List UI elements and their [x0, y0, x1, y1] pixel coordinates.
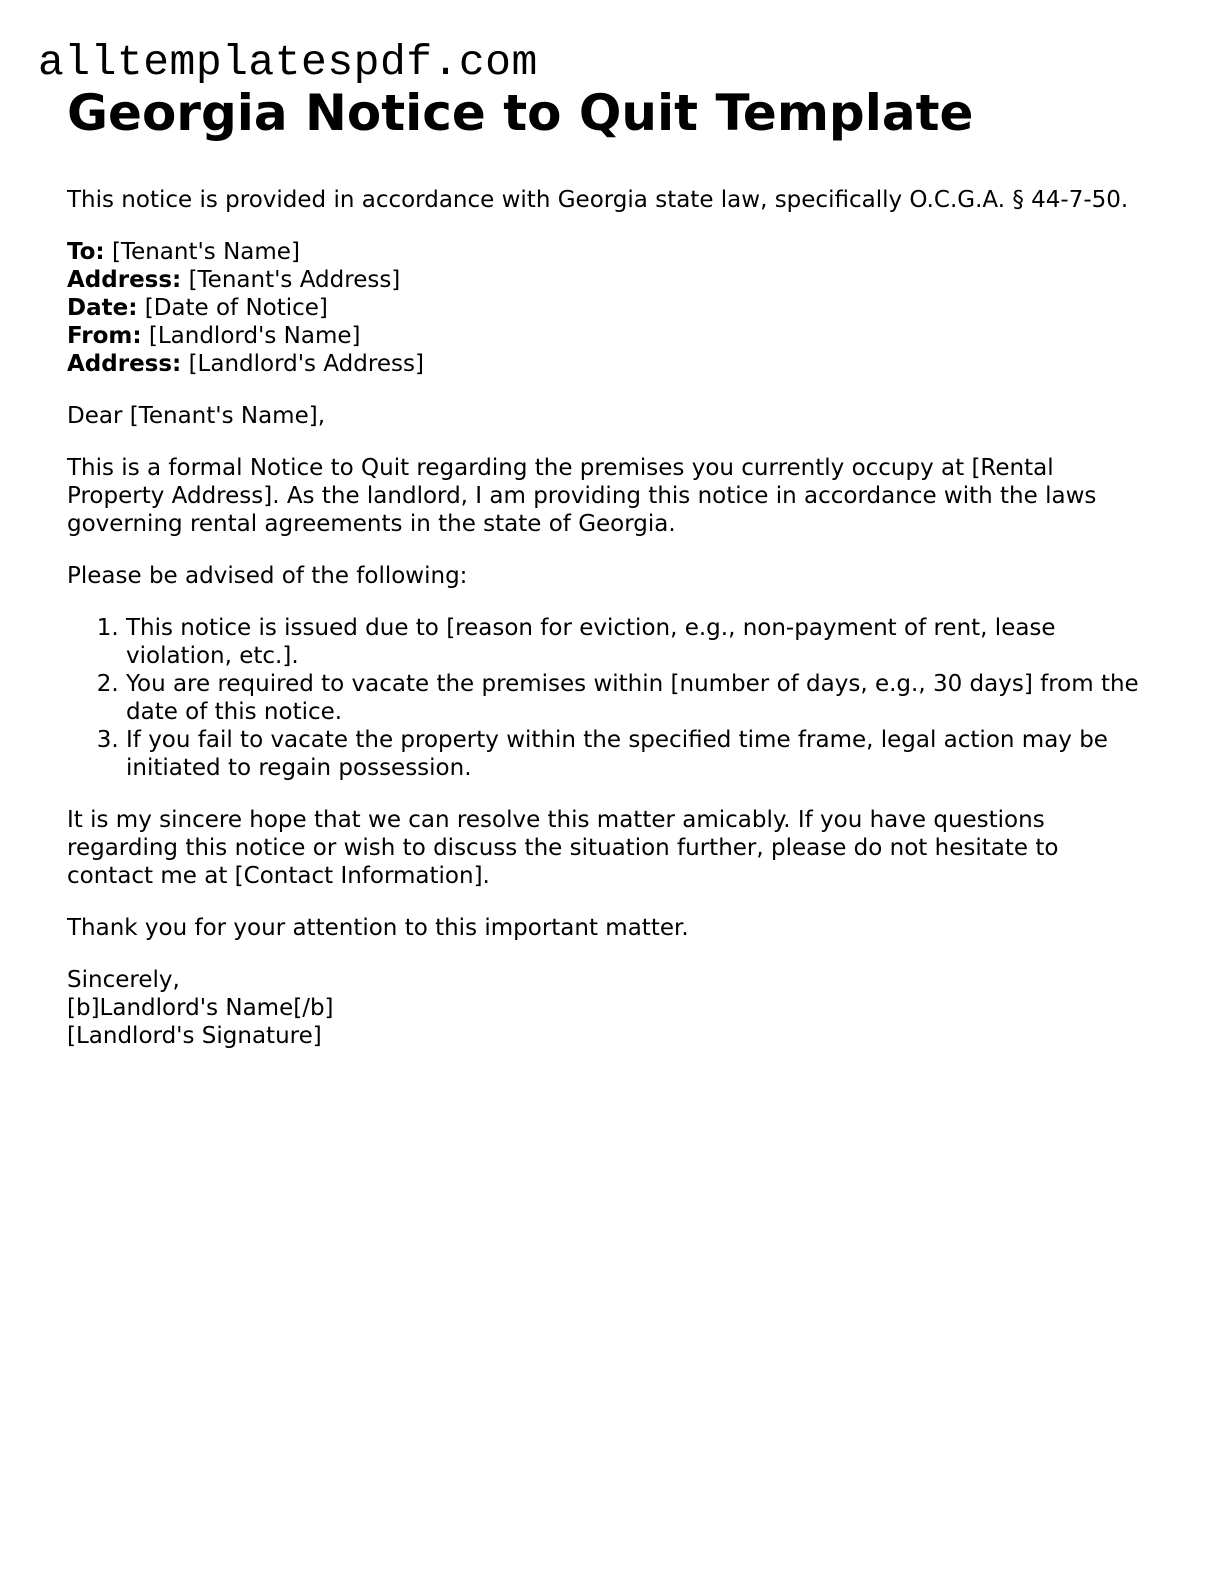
signoff-block: [67, 966, 1147, 1050]
notice-paragraph: This is a formal Notice to Quit regarding the premises you currently occupy at [Rental Property Address]. As the landlord, I am providing this notice in accordance with the laws governing rental agreements in the state of Georgia.: [67, 455, 1097, 537]
landlord-address-field: [67, 351, 424, 377]
header-fields: [67, 238, 1147, 378]
document-title: Georgia Notice to Quit Template: [67, 84, 974, 142]
field-value: [Landlord's Address]: [188, 351, 424, 377]
intro-paragraph: This notice is provided in accordance with Georgia state law, specifically O.C.G.A. § 44-7-50.: [67, 187, 1129, 213]
landlord-signature: [Landlord's Signature]: [67, 1023, 322, 1049]
tenant-address-field: [67, 267, 400, 293]
list-item: 2. You are required to vacate the premises within [number of days, e.g., 30 days] from the date of this notice.: [126, 670, 1147, 726]
site-watermark: alltemplatespdf.com: [38, 38, 538, 87]
to-field: [67, 239, 300, 265]
field-label: Address:: [67, 351, 182, 377]
from-field: [67, 323, 361, 349]
document-body: [67, 80, 1147, 1074]
closing-word: Sincerely,: [67, 967, 180, 993]
landlord-name: [b]Landlord's Name[/b]: [67, 995, 334, 1021]
field-label: To:: [67, 239, 105, 265]
date-field: [67, 295, 328, 321]
closing-paragraph: It is my sincere hope that we can resolve this matter amicably. If you have questions regarding this notice or wish to discuss the situation further, please do not hesitate to contact me at [Contact Information].: [67, 807, 1059, 889]
field-label: From:: [67, 323, 142, 349]
field-label: Date:: [67, 295, 138, 321]
advised-intro: Please be advised of the following:: [67, 563, 468, 589]
field-value: [Tenant's Name]: [111, 239, 300, 265]
list-item: 3. If you fail to vacate the property within the specified time frame, legal action may be initiated to regain possession.: [126, 726, 1147, 782]
notice-items-list: [67, 614, 1147, 782]
field-value: [Date of Notice]: [144, 295, 328, 321]
field-value: [Landlord's Name]: [148, 323, 361, 349]
list-item: 1. This notice is issued due to [reason for eviction, e.g., non-payment of rent, lease violation, etc.].: [126, 614, 1147, 670]
field-label: Address:: [67, 267, 182, 293]
field-value: [Tenant's Address]: [188, 267, 401, 293]
thanks-paragraph: Thank you for your attention to this important matter.: [67, 915, 689, 941]
salutation: Dear [Tenant's Name],: [67, 403, 326, 429]
